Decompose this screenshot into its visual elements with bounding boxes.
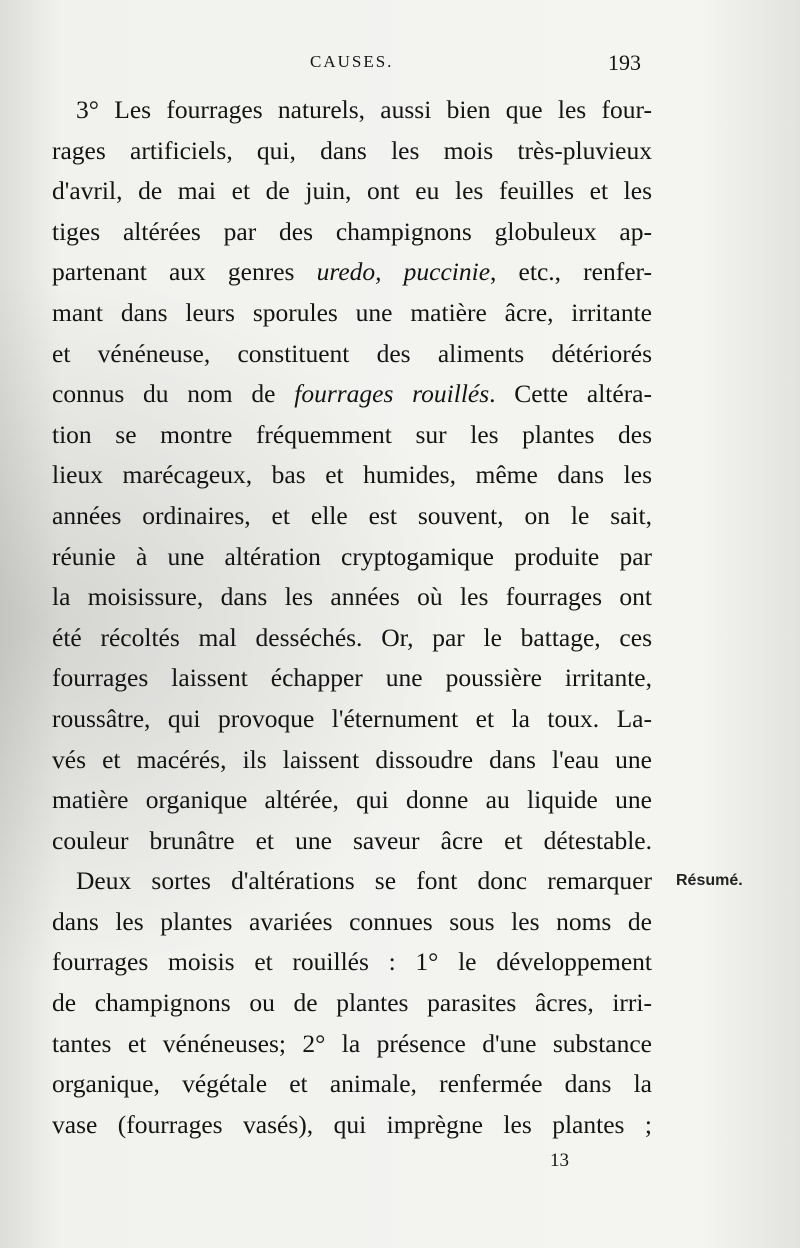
text-line: couleur brunâtre et une saveur âcre et détestable. (52, 825, 652, 855)
body-text (52, 90, 652, 1145)
text-line: d'avril, de mai et de juin, ont eu les feuilles et les (52, 176, 652, 206)
text-line: partenant aux genres uredo, puccinie, etc., renfer- (52, 257, 652, 287)
running-head (0, 52, 800, 82)
text-line: organique, végétale et animale, renfermée dans la (52, 1069, 652, 1099)
text-line: dans les plantes avariées connues sous les noms de (52, 906, 652, 936)
text-line: de champignons ou de plantes parasites âcres, irri- (52, 988, 652, 1018)
text-line: vés et macérés, ils laissent dissoudre dans l'eau une (52, 744, 652, 774)
text-line: tantes et vénéneuses; 2° la présence d'une substance (52, 1028, 652, 1058)
text-line: fourrages moisis et rouillés : 1° le développement (52, 947, 652, 977)
text-line: tion se montre fréquemment sur les plantes des (52, 419, 652, 449)
text-line: 3° Les fourrages naturels, aussi bien que les four- (76, 95, 652, 124)
text-line: tiges altérées par des champignons globuleux ap- (52, 216, 652, 246)
text-line: et vénéneuse, constituent des aliments détériorés (52, 338, 652, 368)
text-line: Deux sortes d'altérations se font donc remarquer (76, 866, 652, 896)
text-line: roussâtre, qui provoque l'éternument et la toux. La- (52, 703, 652, 733)
text-line: mant dans leurs sporules une matière âcre, irritante (52, 297, 652, 327)
text-line: années ordinaires, et elle est souvent, on le sait, (52, 500, 652, 530)
text-line: rages artificiels, qui, dans les mois très-pluvieux (52, 135, 652, 165)
text-line: vase (fourrages vasés), qui imprègne les plantes ; (52, 1109, 652, 1139)
text-line: fourrages laissent échapper une poussière irritante, (52, 663, 652, 693)
text-line: été récoltés mal desséchés. Or, par le battage, ces (52, 622, 652, 652)
signature-mark: 13 (550, 1150, 569, 1171)
paragraph-1 (52, 90, 652, 861)
text-line: la moisissure, dans les années où les fourrages ont (52, 582, 652, 612)
margin-note: Résumé. (676, 872, 743, 889)
text-line: matière organique altérée, qui donne au liquide une (52, 785, 652, 815)
paragraph-2 (52, 861, 652, 1145)
page-number: 193 (608, 50, 641, 75)
text-line: lieux marécageux, bas et humides, même dans les (52, 460, 652, 490)
text-line: réunie à une altération cryptogamique produite par (52, 541, 652, 571)
running-title: CAUSES. (310, 52, 394, 71)
text-line: connus du nom de fourrages rouillés. Cette altéra- (52, 379, 652, 409)
